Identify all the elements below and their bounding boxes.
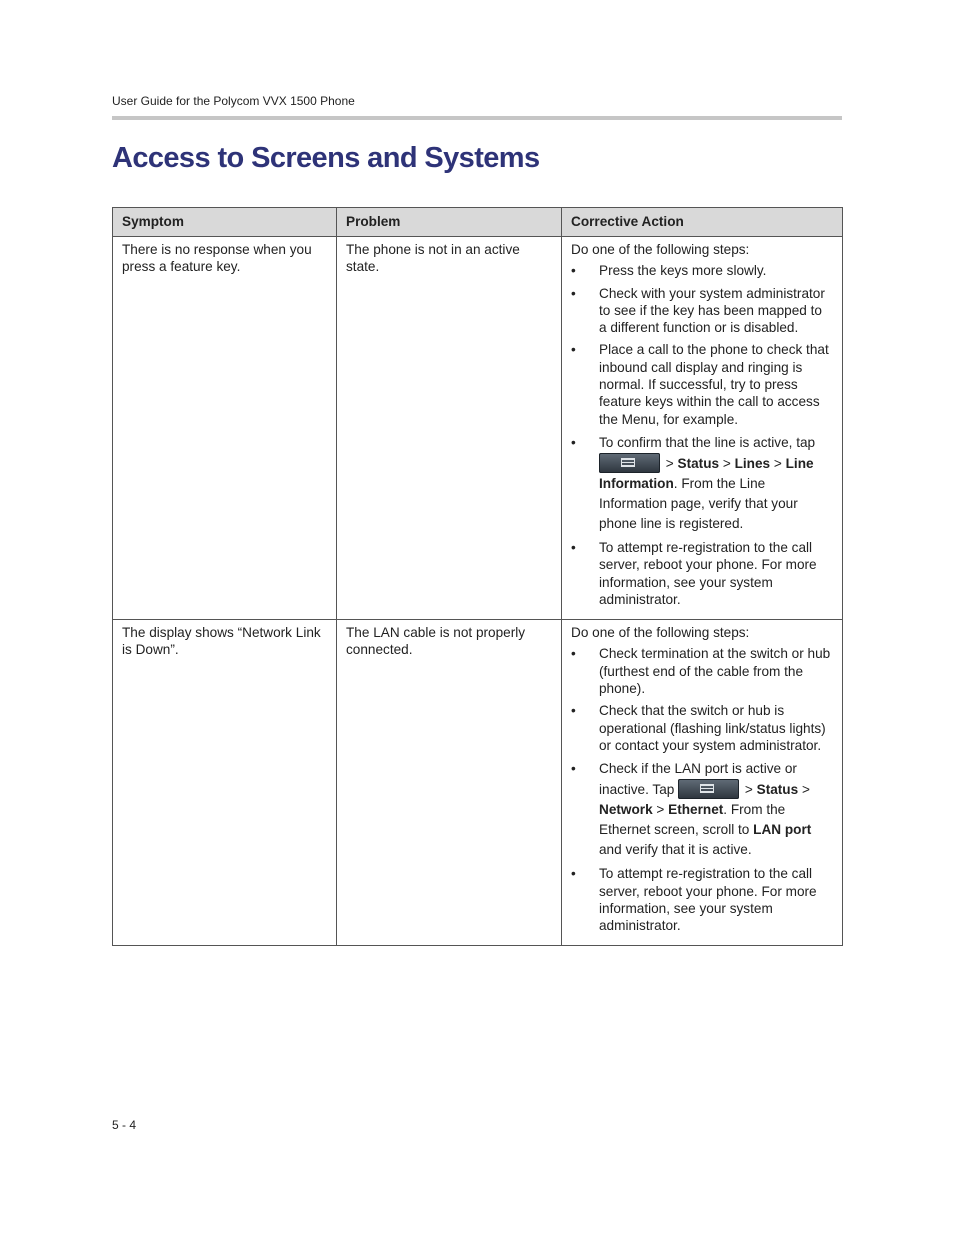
list-item	[571, 759, 833, 860]
problem-text: The LAN cable is not properly connected.	[346, 625, 526, 658]
list-item	[571, 865, 833, 934]
step-text: . From the Line Information page, verify that your phone line is registered.	[599, 475, 798, 531]
bullet: •	[571, 342, 576, 358]
troubleshooting-table	[112, 207, 843, 946]
problem-text: The phone is not in an active state.	[346, 242, 520, 275]
action-intro: Do one of the following steps:	[571, 625, 750, 641]
symptom-cell	[113, 620, 337, 946]
path-network: Network	[599, 802, 653, 818]
symptom-text: There is no response when you press a feature key.	[122, 242, 312, 275]
list-item	[571, 341, 833, 427]
symptom-cell	[113, 237, 337, 620]
bullet: •	[571, 263, 576, 279]
list-item	[571, 285, 833, 337]
problem-cell	[337, 620, 562, 946]
path-separator: >	[656, 802, 665, 818]
corrective-action-cell	[562, 237, 843, 620]
running-header: User Guide for the Polycom VVX 1500 Phone	[112, 94, 355, 108]
section-title: Access to Screens and Systems	[112, 142, 540, 174]
path-separator: >	[801, 782, 810, 798]
page-number: 5 - 4	[112, 1118, 137, 1132]
action-steps-list	[571, 645, 833, 934]
table-row	[113, 620, 843, 946]
path-status: Status	[756, 782, 799, 798]
problem-cell	[337, 237, 562, 620]
column-header-problem: Problem	[337, 208, 562, 237]
step-text: and verify that it is active.	[599, 842, 752, 858]
bullet: •	[571, 285, 576, 301]
bullet: •	[571, 761, 576, 777]
step-text: Check termination at the switch or hub (furthest end of the cable from the phone).	[599, 646, 831, 697]
list-item	[571, 645, 833, 697]
step-text: To confirm that the line is active, tap	[599, 434, 816, 450]
list-item	[571, 702, 833, 754]
list-item	[571, 262, 833, 279]
bullet: •	[571, 703, 576, 719]
bullet: •	[571, 434, 576, 450]
column-header-symptom: Symptom	[113, 208, 337, 237]
step-text: To attempt re-registration to the call server, reboot your phone. For more information, see your system administrator.	[599, 866, 817, 934]
path-separator: >	[722, 455, 731, 471]
step-text: Press the keys more slowly.	[599, 263, 767, 279]
menu-key-icon	[678, 779, 739, 799]
path-ethernet: Ethernet	[668, 802, 724, 818]
bullet: •	[571, 539, 576, 555]
step-text: Check that the switch or hub is operational (flashing link/status lights) or contact your system administrator.	[599, 703, 826, 753]
path-line-information: Line Information	[599, 455, 814, 491]
step-text: To attempt re-registration to the call server, reboot your phone. For more information, see your system administrator.	[599, 539, 817, 607]
step-text: Check if the LAN port is active or inactive. Tap	[599, 761, 797, 798]
path-separator: >	[665, 455, 674, 471]
step-text: Check with your system administrator to see if the key has been mapped to a different function or is disabled.	[599, 285, 825, 336]
step-text: Place a call to the phone to check that inbound call display and ringing is normal. If successful, try to press feature keys within the call to access the Menu, for example.	[599, 342, 829, 427]
symptom-text: The display shows “Network Link is Down”.	[122, 625, 321, 658]
path-lan-port: LAN port	[753, 822, 812, 838]
header-rule	[112, 116, 842, 120]
path-separator: >	[773, 455, 782, 471]
list-item	[571, 539, 833, 608]
menu-key-icon	[599, 453, 660, 473]
table-row	[113, 237, 843, 620]
path-lines: Lines	[734, 455, 771, 471]
menu-glyph-icon	[621, 458, 635, 467]
menu-glyph-icon	[700, 784, 714, 793]
action-intro: Do one of the following steps:	[571, 242, 750, 257]
list-item	[571, 433, 833, 534]
bullet: •	[571, 866, 576, 882]
table-header-row	[113, 208, 843, 237]
path-separator: >	[744, 782, 753, 798]
step-text: . From the Ethernet screen, scroll to	[599, 802, 786, 838]
corrective-action-cell	[562, 620, 843, 946]
action-steps-list	[571, 262, 833, 608]
column-header-corrective-action: Corrective Action	[562, 208, 843, 237]
bullet: •	[571, 646, 576, 662]
path-status: Status	[677, 455, 720, 471]
